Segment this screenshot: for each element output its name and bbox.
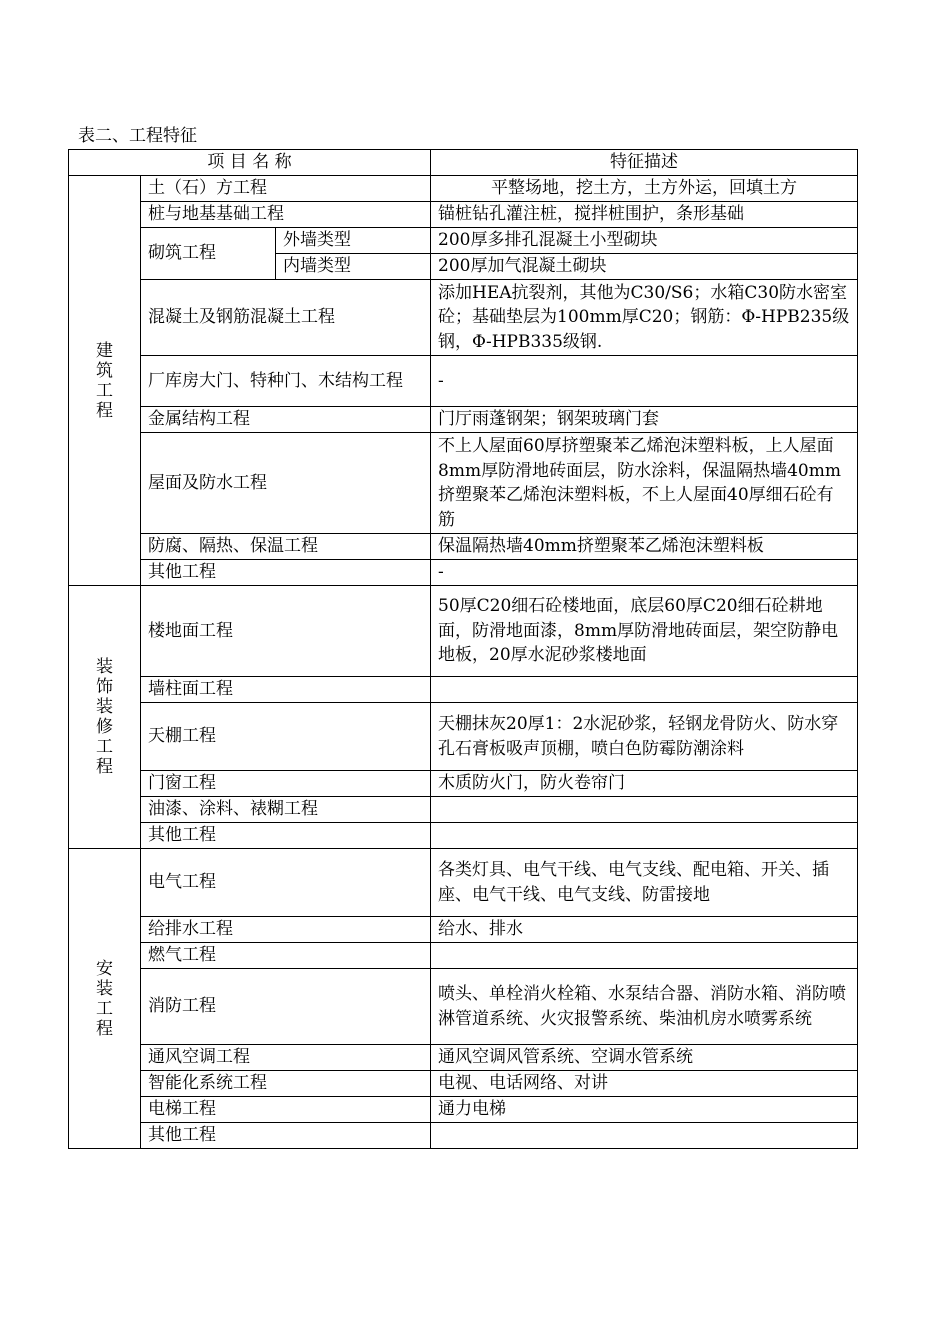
category-building: 建筑工程 (69, 176, 141, 586)
item-name: 防腐、隔热、保温工程 (141, 534, 431, 560)
item-desc: 50厚C20细石砼楼地面，底层60厚C20细石砼耕地面，防滑地面漆，8mm厚防滑地砖面层，架空防静电地板，20厚水泥砂浆楼地面 (431, 586, 858, 677)
item-desc: 平整场地，挖土方，土方外运，回填土方 (431, 176, 858, 202)
item-name: 电梯工程 (141, 1097, 431, 1123)
table-row (69, 202, 858, 228)
table-row (69, 1045, 858, 1071)
header-desc: 特征描述 (431, 150, 858, 176)
table-row (69, 1123, 858, 1149)
table-row (69, 823, 858, 849)
item-name: 燃气工程 (141, 943, 431, 969)
item-name: 金属结构工程 (141, 407, 431, 433)
item-name: 电气工程 (141, 849, 431, 917)
table-header-row (69, 150, 858, 176)
table-row (69, 969, 858, 1045)
item-name: 天棚工程 (141, 703, 431, 771)
item-desc: 200厚加气混凝土砌块 (431, 254, 858, 280)
item-desc: 给水、排水 (431, 917, 858, 943)
table-row (69, 1097, 858, 1123)
table-row (69, 280, 858, 356)
item-desc (431, 823, 858, 849)
item-desc: 锚桩钻孔灌注桩，搅拌桩围护，条形基础 (431, 202, 858, 228)
item-name: 屋面及防水工程 (141, 433, 431, 534)
item-name: 其他工程 (141, 1123, 431, 1149)
table-row (69, 560, 858, 586)
table-row (69, 356, 858, 407)
item-name: 门窗工程 (141, 771, 431, 797)
category-installation: 安装工程 (69, 849, 141, 1149)
item-desc: 不上人屋面60厚挤塑聚苯乙烯泡沫塑料板，上人屋面8mm厚防滑地砖面层，防水涂料，保温隔热墙40mm挤塑聚苯乙烯泡沫塑料板，不上人屋面40厚细石砼有筋 (431, 433, 858, 534)
table-row (69, 849, 858, 917)
table-row (69, 1071, 858, 1097)
item-name: 桩与地基基础工程 (141, 202, 431, 228)
item-name: 楼地面工程 (141, 586, 431, 677)
item-desc (431, 677, 858, 703)
item-desc: 通风空调风管系统、空调水管系统 (431, 1045, 858, 1071)
table-caption: 表二、工程特征 (78, 126, 197, 146)
table-row (69, 703, 858, 771)
item-name: 墙柱面工程 (141, 677, 431, 703)
item-name: 厂库房大门、特种门、木结构工程 (141, 356, 431, 407)
item-name: 消防工程 (141, 969, 431, 1045)
table-row (69, 943, 858, 969)
item-name: 土（石）方工程 (141, 176, 431, 202)
item-desc: 200厚多排孔混凝土小型砌块 (431, 228, 858, 254)
item-desc: 各类灯具、电气干线、电气支线、配电箱、开关、插座、电气干线、电气支线、防雷接地 (431, 849, 858, 917)
item-name: 油漆、涂料、裱糊工程 (141, 797, 431, 823)
item-name: 给排水工程 (141, 917, 431, 943)
header-name: 项 目 名 称 (69, 150, 431, 176)
item-desc: 门厅雨蓬钢架；钢架玻璃门套 (431, 407, 858, 433)
item-desc (431, 1123, 858, 1149)
table-row (69, 433, 858, 534)
table-row (69, 534, 858, 560)
item-name: 混凝土及钢筋混凝土工程 (141, 280, 431, 356)
table-row (69, 586, 858, 677)
table-row (69, 677, 858, 703)
item-desc: - (431, 560, 858, 586)
category-decoration: 装饰装修工程 (69, 586, 141, 849)
item-subname: 外墙类型 (276, 228, 431, 254)
item-desc: 电视、电话网络、对讲 (431, 1071, 858, 1097)
table-row (69, 771, 858, 797)
item-desc (431, 943, 858, 969)
table-row (69, 407, 858, 433)
table-row (69, 176, 858, 202)
table-row (69, 228, 858, 254)
item-subname: 内墙类型 (276, 254, 431, 280)
item-desc: 通力电梯 (431, 1097, 858, 1123)
item-desc: 喷头、单栓消火栓箱、水泵结合器、消防水箱、消防喷淋管道系统、火灾报警系统、柴油机房水喷雾系统 (431, 969, 858, 1045)
item-name: 其他工程 (141, 823, 431, 849)
item-desc: - (431, 356, 858, 407)
item-desc: 保温隔热墙40mm挤塑聚苯乙烯泡沫塑料板 (431, 534, 858, 560)
item-desc: 木质防火门，防火卷帘门 (431, 771, 858, 797)
project-features-table (68, 149, 858, 1149)
item-name: 通风空调工程 (141, 1045, 431, 1071)
item-name: 砌筑工程 (141, 228, 276, 280)
item-name: 其他工程 (141, 560, 431, 586)
item-desc: 天棚抹灰20厚1：2水泥砂浆，轻钢龙骨防火、防水穿孔石膏板吸声顶棚，喷白色防霉防潮涂料 (431, 703, 858, 771)
table-row (69, 917, 858, 943)
item-desc: 添加HEA抗裂剂，其他为C30/S6；水箱C30防水密室砼；基础垫层为100mm厚C20；钢筋：Φ-HPB235级钢，Φ-HPB335级钢. (431, 280, 858, 356)
item-desc (431, 797, 858, 823)
item-name: 智能化系统工程 (141, 1071, 431, 1097)
table-row (69, 797, 858, 823)
